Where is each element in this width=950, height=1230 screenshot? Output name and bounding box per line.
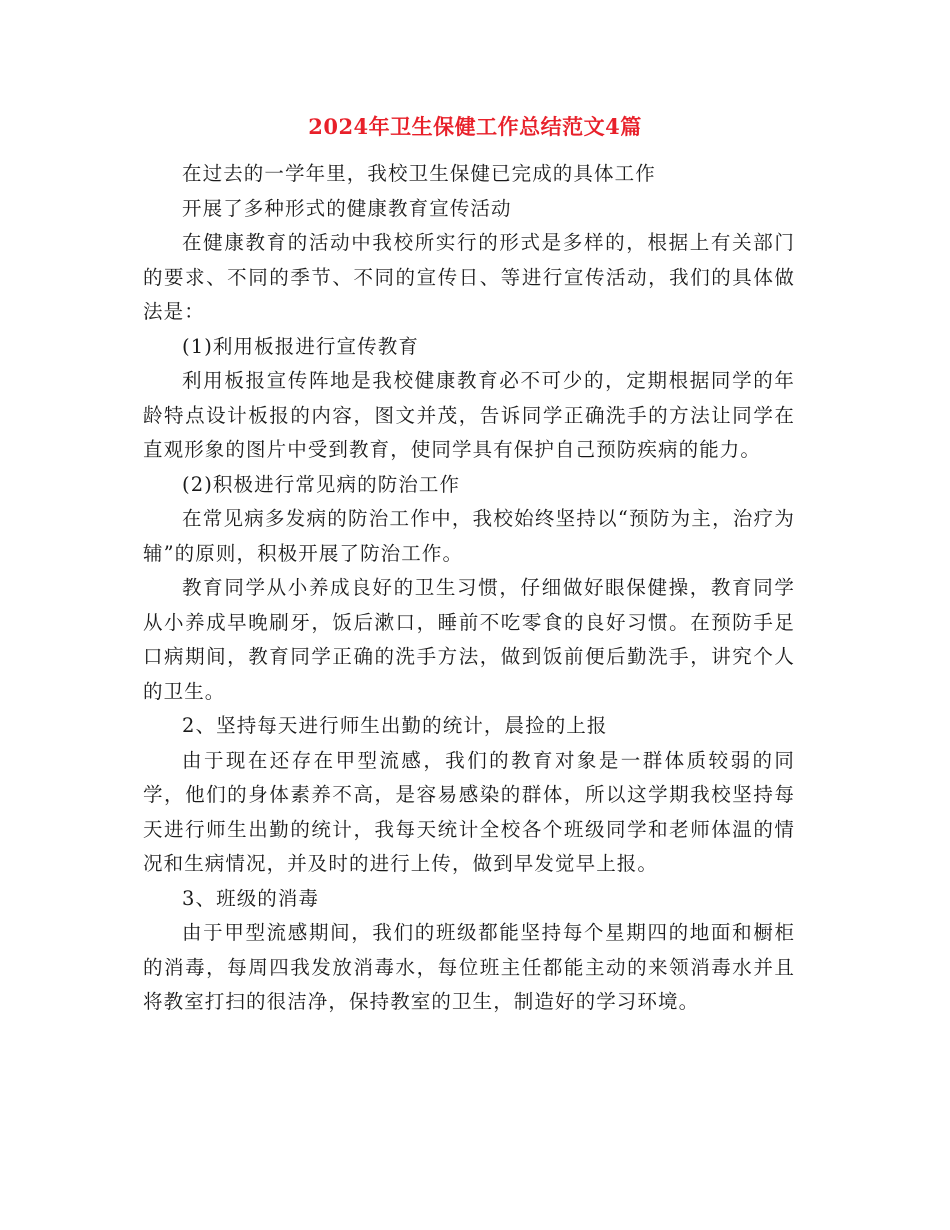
paragraph: 由于现在还存在甲型流感，我们的教育对象是一群体质较弱的同学，他们的身体素养不高，是容易感染的群体，所以这学期我校坚持每天进行师生出勤的统计，我每天统计全校各个班级同学和老师体温的情况和生病情况，并及时的进行上传，做到早发觉早上报。 bbox=[143, 748, 795, 875]
paragraph: 在常见病多发病的防治工作中，我校始终坚持以“预防为主，治疗为辅”的原则，积极开展了防治工作。 bbox=[143, 507, 795, 565]
section-heading: 2、坚持每天进行师生出勤的统计，晨捡的上报 bbox=[182, 714, 608, 737]
paragraph: 在健康教育的活动中我校所实行的形式是多样的，根据上有关部门的要求、不同的季节、不同的宣传日、等进行宣传活动，我们的具体做法是： bbox=[143, 231, 795, 323]
subsection-heading: (2)积极进行常见病的防治工作 bbox=[182, 472, 461, 496]
paragraph: 利用板报宣传阵地是我校健康教育必不可少的，定期根据同学的年龄特点设计板报的内容，图文并茂，告诉同学正确洗手的方法让同学在直观形象的图片中受到教育，使同学具有保护自己预防疾病的能力。 bbox=[143, 369, 795, 461]
paragraph: 教育同学从小养成良好的卫生习惯，仔细做好眼保健操，教育同学从小养成早晚刷牙，饭后漱口，睡前不吃零食的良好习惯。在预防手足口病期间，教育同学正确的洗手方法，做到饭前便后勤洗手，讲究个人的卫生。 bbox=[143, 576, 795, 703]
section-heading: 开展了多种形式的健康教育宣传活动 bbox=[182, 196, 512, 220]
document-body bbox=[143, 157, 795, 1020]
paragraph: 在过去的一学年里，我校卫生保健已完成的具体工作 bbox=[182, 162, 656, 185]
document-title: 2024年卫生保健工作总结范文4篇 bbox=[308, 114, 642, 139]
subsection-heading: (1)利用板报进行宣传教育 bbox=[182, 334, 419, 358]
section-heading: 3、班级的消毒 bbox=[182, 886, 320, 910]
paragraph: 由于甲型流感期间，我们的班级都能坚持每个星期四的地面和橱柜的消毒，每周四我发放消毒水，每位班主任都能主动的来领消毒水并且将教室打扫的很洁净，保持教室的卫生，制造好的学习环境。 bbox=[143, 921, 795, 1013]
